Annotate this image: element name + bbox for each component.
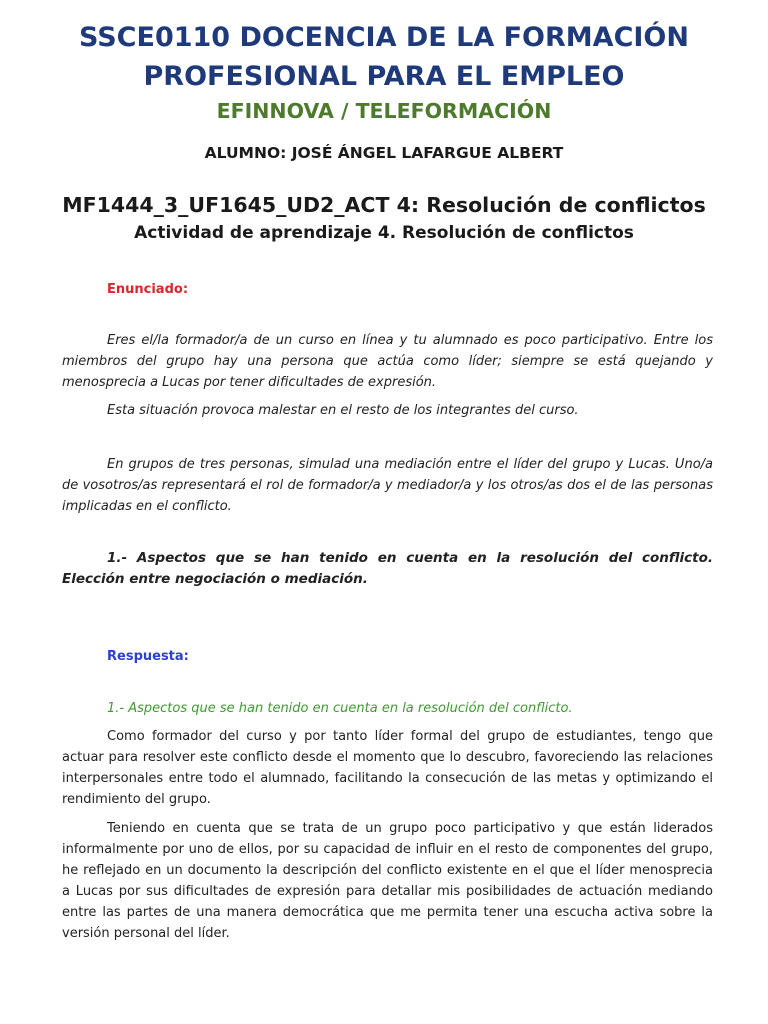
enunciado-label: Enunciado: bbox=[107, 282, 189, 297]
enunciado-paragraph-2: Esta situación provoca malestar en el resto de los integrantes del curso. bbox=[107, 403, 579, 418]
respuesta-heading-1: 1.- Aspectos que se han tenido en cuenta en la resolución del conflicto. bbox=[107, 701, 573, 716]
enunciado-paragraph-1: Eres el/la formador/a de un curso en línea y tu alumnado es poco participativo. Entre los miembros del grupo hay una persona que actúa como líder; siempre se está quejando y menosprecia a Lucas por tener dificultades de expresión. bbox=[62, 333, 713, 390]
question-1: 1.- Aspectos que se han tenido en cuenta en la resolución del conflicto. Elección entre negociación o mediación. bbox=[62, 550, 713, 587]
enunciado-paragraph-3: En grupos de tres personas, simulad una mediación entre el líder del grupo y Lucas. Uno/a de vosotros/as representará el rol de formador/a y mediador/a y los otros/as dos el de las personas implicadas en el conflicto. bbox=[62, 457, 713, 514]
respuesta-paragraph-1: Como formador del curso y por tanto líder formal del grupo de estudiantes, tengo que actuar para resolver este conflicto desde el momento que lo descubro, favoreciendo las relaciones interpersonales entre todo el alumnado, facilitando la consecución de las metas y optimizando el rendimiento del grupo. bbox=[62, 729, 713, 807]
activity-title: MF1444_3_UF1645_UD2_ACT 4: Resolución de conflictos bbox=[62, 193, 706, 217]
respuesta-paragraph-2: Teniendo en cuenta que se trata de un grupo poco participativo y que están liderados informalmente por uno de ellos, por su capacidad de influir en el resto de componentes del grupo, he reflejado en un documento la descripción del conflicto existente en el que el líder menosprecia a Lucas por sus dificultades de expresión para detallar mis posibilidades de actuación mediando entre las partes de una manera democrática que me permita tener una escucha activa sobre la versión personal del líder. bbox=[62, 821, 713, 941]
activity-subtitle: Actividad de aprendizaje 4. Resolución de conflictos bbox=[134, 223, 634, 243]
course-title: SSCE0110 DOCENCIA DE LA FORMACIÓN PROFESIONAL PARA EL EMPLEO bbox=[79, 22, 689, 92]
institution-subtitle: EFINNOVA / TELEFORMACIÓN bbox=[216, 99, 552, 123]
student-name: ALUMNO: JOSÉ ÁNGEL LAFARGUE ALBERT bbox=[204, 144, 564, 162]
respuesta-label: Respuesta: bbox=[107, 649, 189, 664]
